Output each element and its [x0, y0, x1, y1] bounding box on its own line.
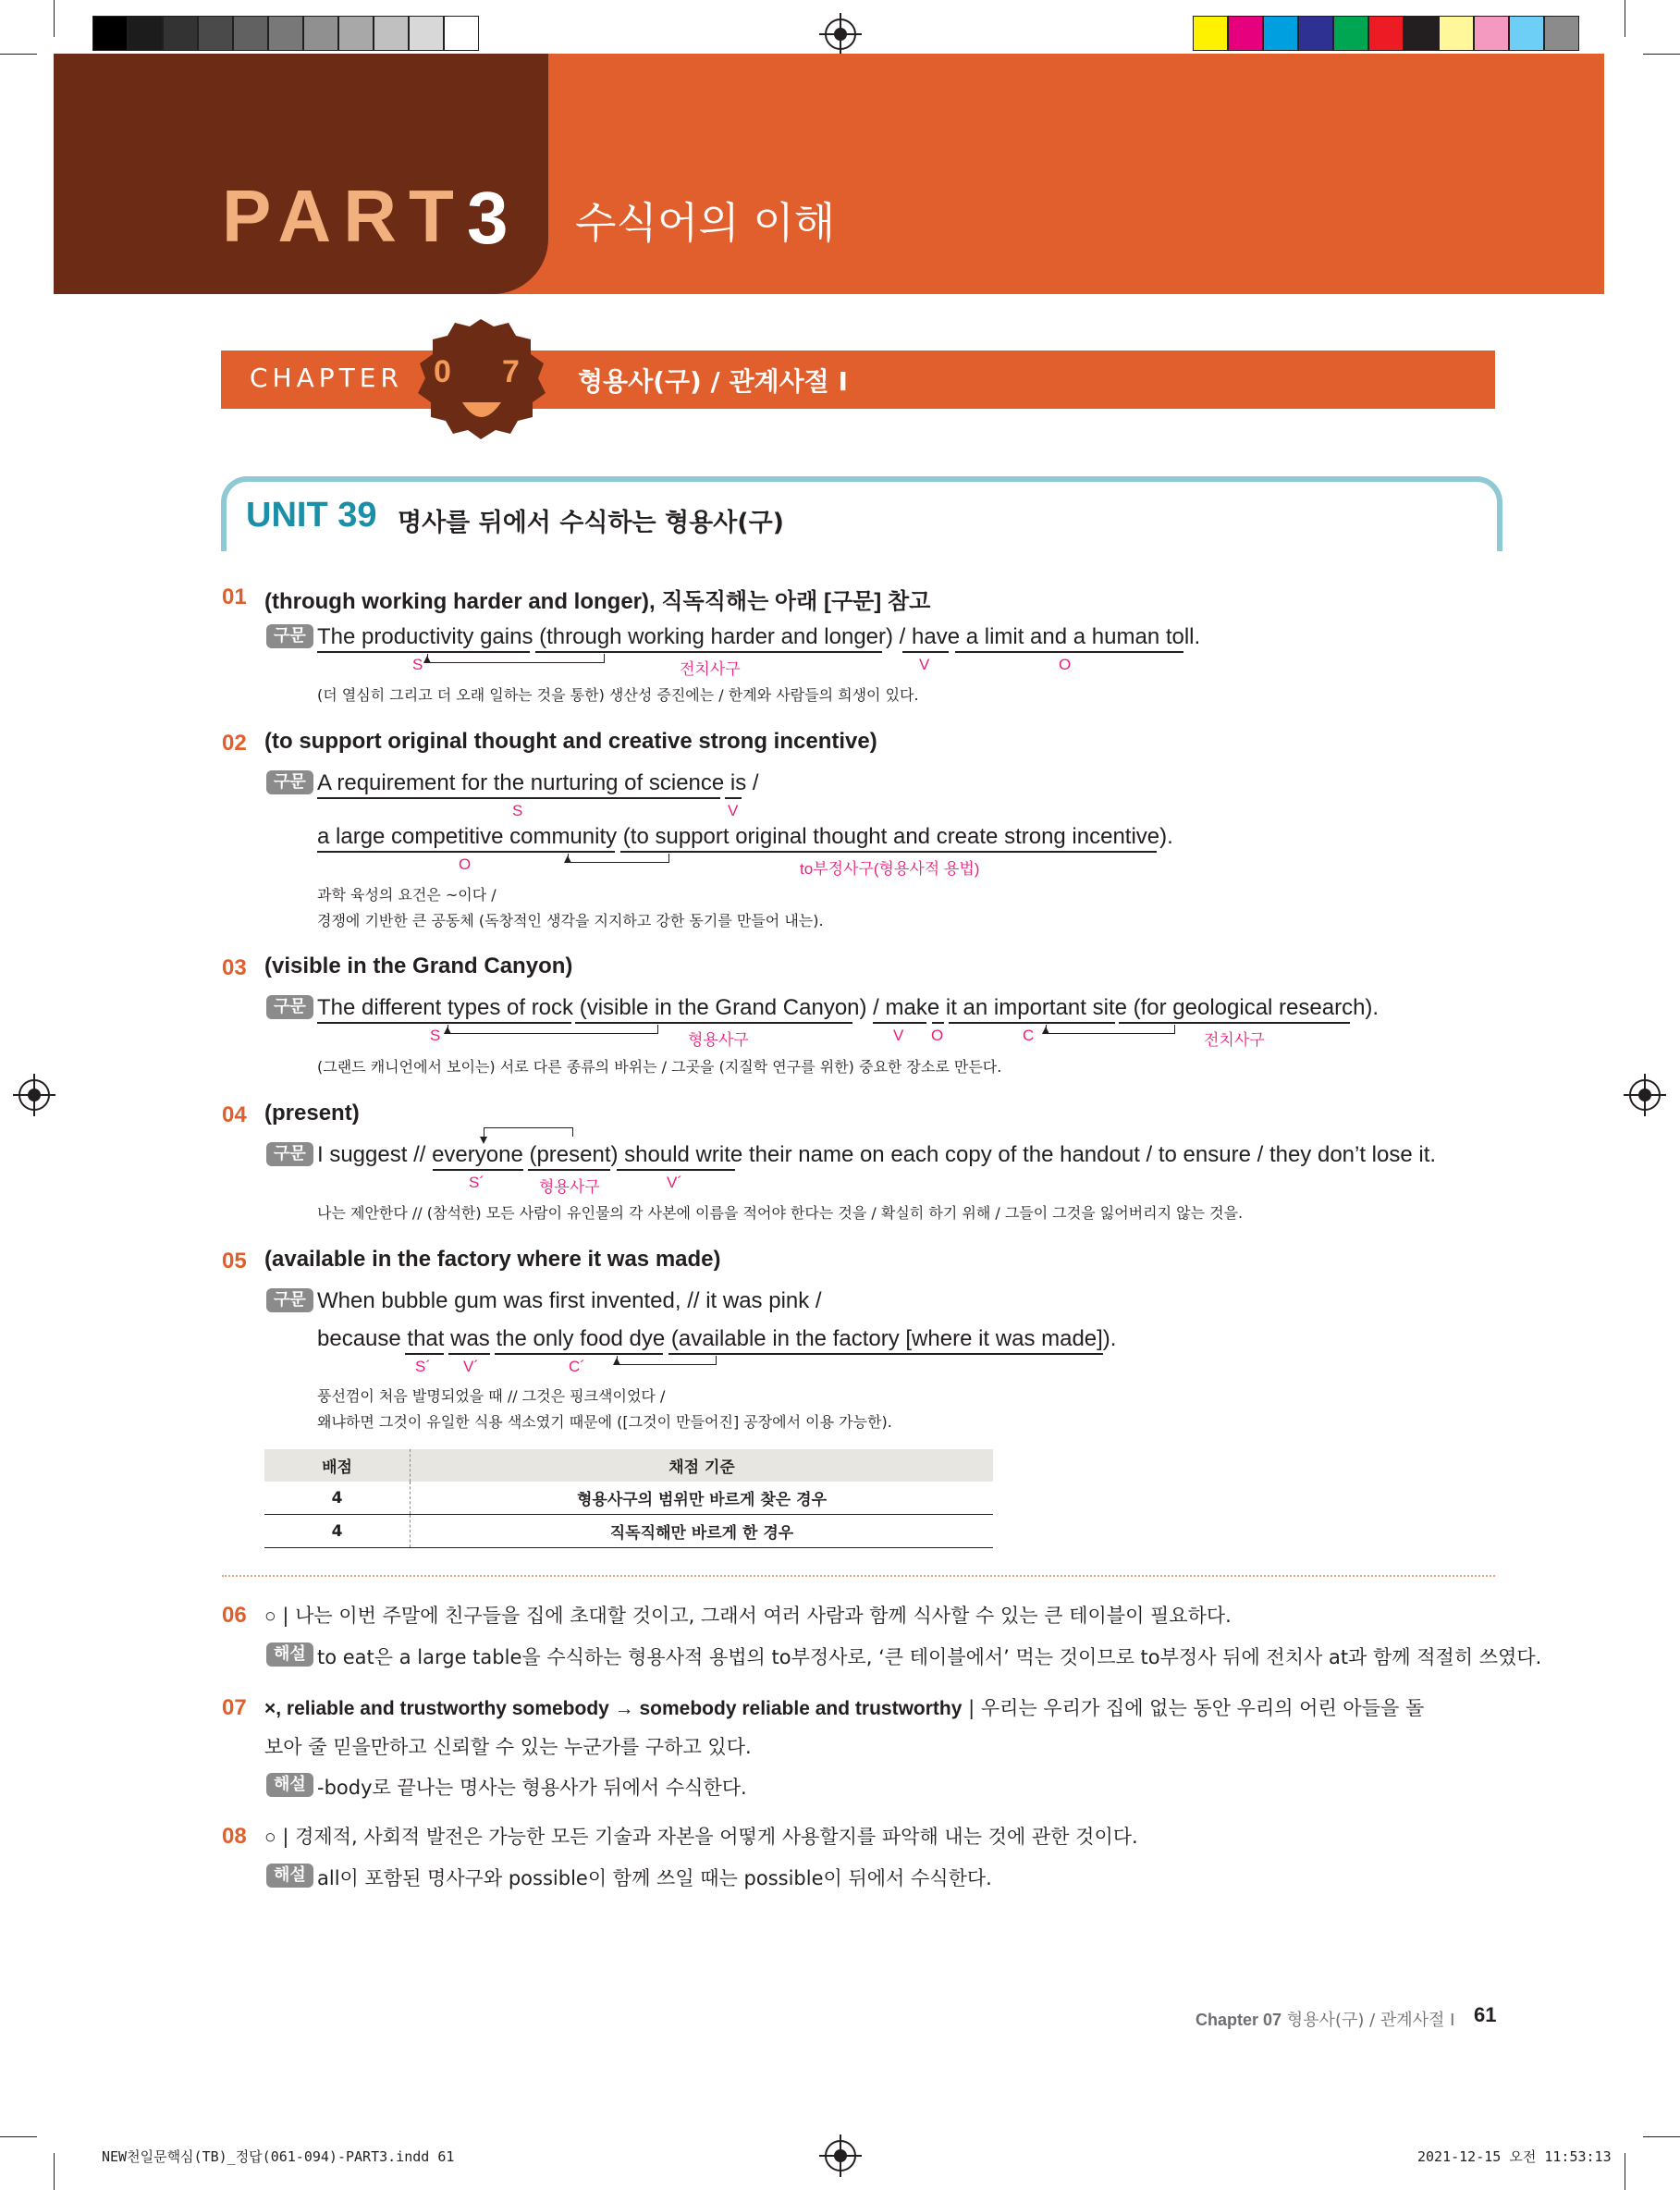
question-number: 01	[222, 584, 247, 609]
grammar-label: S´	[469, 1174, 484, 1191]
crop-mark	[1643, 2136, 1680, 2137]
grammar-label: C´	[569, 1358, 585, 1375]
arrow-icon	[1042, 1027, 1049, 1034]
underline	[495, 1353, 663, 1355]
underline	[535, 651, 882, 653]
color-swatch	[1263, 16, 1298, 51]
table-cell: 4	[264, 1515, 411, 1548]
color-swatch	[198, 16, 233, 51]
color-swatch	[1228, 16, 1263, 51]
part-number: 3	[467, 177, 509, 259]
grammar-label: 전치사구	[1204, 1031, 1265, 1049]
answer-translation-cont: 보아 줄 믿을만하고 신뢰할 수 있는 누군가를 구하고 있다.	[264, 1736, 752, 1758]
color-swatch	[1298, 16, 1333, 51]
color-swatch	[1439, 16, 1474, 51]
page-number: 61	[1474, 2003, 1497, 2026]
table-cell: 4	[264, 1482, 411, 1515]
arrow-icon	[613, 1358, 620, 1365]
syntax-tag: 구문	[266, 1288, 313, 1312]
syntax-sentence: The different types of rock (visible in the Grand Canyon) / make it an important site (for geological research).	[317, 995, 1380, 1020]
underline	[317, 851, 615, 853]
grammar-label: V´	[463, 1358, 479, 1375]
explanation-tag: 해설	[266, 1773, 313, 1797]
translation: 경쟁에 기반한 큰 공동체 (독창적인 생각을 지지하고 강한 동기를 만들어 내는).	[317, 912, 824, 929]
crop-mark	[54, 0, 55, 37]
section-divider	[222, 1575, 1495, 1577]
answer-translation: | 우리는 우리가 집에 없는 동안 우리의 어린 아들을 돌	[968, 1697, 1425, 1719]
underline	[668, 1353, 1103, 1355]
table-row	[264, 1515, 993, 1548]
grammar-label: S	[512, 802, 523, 819]
translation: 왜냐하면 그것이 유일한 식용 색소였기 때문에 ([그것이 만들어진] 공장에서 이용 가능한).	[317, 1413, 892, 1431]
color-swatch	[444, 16, 479, 51]
underline	[873, 1022, 926, 1024]
table-header: 배점	[264, 1449, 411, 1482]
underline	[317, 651, 530, 653]
grammar-label: V	[893, 1027, 904, 1044]
answer-line	[264, 1693, 1424, 1721]
answer-translation: | 나는 이번 주말에 친구들을 집에 초대할 것이고, 그래서 여러 사람과 함께 식사할 수 있는 큰 테이블이 필요하다.	[282, 1605, 1232, 1627]
color-swatch	[128, 16, 163, 51]
grammar-label: 형용사구	[688, 1031, 749, 1049]
translation: 나는 제안한다 // (참석한) 모든 사람이 유인물의 각 사본에 이름을 적어야 한다는 것을 / 확실히 하기 위해 / 그들이 그것을 잃어버리지 않는 것을.	[317, 1204, 1244, 1222]
question-answer: (to support original thought and creative strong incentive)	[264, 729, 877, 754]
question-number: 06	[222, 1603, 247, 1628]
underline	[932, 1022, 944, 1024]
underline	[725, 797, 742, 799]
table-row	[264, 1482, 993, 1515]
registration-mark-icon	[825, 18, 856, 50]
grammar-label: V´	[667, 1174, 682, 1191]
color-swatch	[1404, 16, 1439, 51]
color-swatch	[338, 16, 374, 51]
scoring-table	[264, 1449, 993, 1548]
question-number: 08	[222, 1824, 247, 1849]
unit-subtitle: 명사를 뒤에서 수식하는 형용사(구)	[398, 509, 785, 537]
translation: 풍선껌이 처음 발명되었을 때 // 그것은 핑크색이었다 /	[317, 1387, 666, 1405]
slug-file: NEW천일문핵심(TB)_정답(061-094)-PART3.indd 61	[102, 2148, 455, 2165]
chapter-label: CHAPTER	[250, 363, 403, 393]
syntax-sentence: When bubble gum was first invented, // it was pink /	[317, 1288, 822, 1313]
chapter-digit-7: 7	[502, 354, 520, 389]
question-number: 05	[222, 1249, 247, 1273]
chapter-bar	[221, 351, 1495, 409]
slug-date: 2021-12-15 오전 11:53:13	[1417, 2148, 1612, 2165]
color-swatch	[303, 16, 338, 51]
modifier-bracket	[568, 854, 669, 863]
explanation: all이 포함된 명사구와 possible이 함께 쓰일 때는 possible이 뒤에서 수식한다.	[317, 1867, 992, 1889]
crop-mark	[1643, 54, 1680, 55]
arrow-icon	[564, 855, 571, 863]
registration-mark-icon	[825, 2140, 856, 2172]
underline	[949, 1022, 1115, 1024]
grammar-label: V	[919, 656, 930, 673]
question-answer: (through working harder and longer), 직독직해는 아래 [구문] 참고	[264, 589, 931, 614]
explanation-tag: 해설	[266, 1864, 313, 1888]
underline	[1119, 1022, 1350, 1024]
question-answer: (present)	[264, 1101, 360, 1126]
color-swatch	[1333, 16, 1368, 51]
syntax-tag: 구문	[266, 770, 313, 794]
explanation: -body로 끝나는 명사는 형용사가 뒤에서 수식한다.	[317, 1777, 747, 1799]
modifier-bracket	[1046, 1025, 1175, 1034]
underline	[528, 1169, 610, 1171]
arrow-icon	[444, 1027, 451, 1034]
color-swatch	[268, 16, 303, 51]
crop-mark	[0, 54, 37, 55]
table-cell: 형용사구의 범위만 바르게 찾은 경우	[411, 1482, 994, 1515]
crop-mark	[54, 2153, 55, 2190]
color-swatch	[163, 16, 198, 51]
answer-mark: ○	[264, 1606, 276, 1627]
registration-mark-icon	[1629, 1079, 1661, 1111]
grammar-label: S	[430, 1027, 441, 1044]
underline	[617, 1169, 735, 1171]
question-number: 02	[222, 731, 247, 756]
underline	[902, 651, 949, 653]
footer-chapter-title: 형용사(구) / 관계사절 Ⅰ	[1286, 2011, 1455, 2030]
grammar-label: 형용사구	[539, 1178, 600, 1196]
arrow-icon	[423, 656, 431, 663]
grammar-label: 전치사구	[680, 660, 741, 678]
answer-mark: ×, reliable and trustworthy somebody → somebody reliable and trustworthy	[264, 1698, 963, 1719]
color-swatch	[374, 16, 409, 51]
translation: (그랜드 캐니언에서 보이는) 서로 다른 종류의 바위는 / 그곳을 (지질학 연구를 위한) 중요한 장소로 만든다.	[317, 1058, 1002, 1076]
grammar-label: C	[1023, 1027, 1035, 1044]
modifier-bracket	[484, 1127, 573, 1137]
underline	[575, 1022, 852, 1024]
question-answer: (available in the factory where it was made)	[264, 1247, 721, 1272]
underline	[405, 1353, 444, 1355]
answer-mark: ○	[264, 1827, 276, 1848]
syntax-tag: 구문	[266, 995, 313, 1019]
syntax-sentence: a large competitive community (to support original thought and create strong incentive).	[317, 824, 1173, 849]
color-swatch	[1368, 16, 1404, 51]
syntax-tag: 구문	[266, 1142, 313, 1166]
grammar-label: V	[728, 802, 739, 819]
underline	[955, 651, 1183, 653]
color-swatch	[1544, 16, 1579, 51]
modifier-bracket	[448, 1025, 658, 1034]
translation: (더 열심히 그리고 더 오래 일하는 것을 통한) 생산성 증진에는 / 한계와 사람들의 희생이 있다.	[317, 686, 919, 704]
translation: 과학 육성의 요건은 ~이다 /	[317, 886, 497, 904]
explanation-tag: 해설	[266, 1642, 313, 1667]
unit-title: UNIT 39	[246, 496, 377, 535]
grammar-label: O	[1059, 656, 1072, 673]
grammar-label: S	[412, 656, 423, 673]
syntax-sentence: I suggest // everyone (present) should write their name on each copy of the handout / to ensure / they don’t lose it.	[317, 1142, 1437, 1167]
underline	[448, 1353, 490, 1355]
question-answer: (visible in the Grand Canyon)	[264, 954, 573, 978]
underline	[317, 797, 720, 799]
grammar-label: O	[459, 855, 472, 873]
table-header-row	[264, 1449, 993, 1482]
table-cell: 직독직해만 바르게 한 경우	[411, 1515, 994, 1548]
crop-mark	[0, 2136, 37, 2137]
question-number: 03	[222, 955, 247, 980]
color-swatch	[409, 16, 444, 51]
question-number: 04	[222, 1102, 247, 1127]
registration-mark-icon	[18, 1079, 50, 1111]
syntax-sentence: A requirement for the nurturing of science is /	[317, 770, 759, 795]
running-footer	[1196, 2007, 1454, 2031]
color-swatch	[1474, 16, 1509, 51]
modifier-bracket	[617, 1356, 717, 1365]
grammar-label: S´	[415, 1358, 431, 1375]
underline	[620, 851, 1157, 853]
question-number: 07	[222, 1695, 247, 1720]
color-swatch	[1193, 16, 1228, 51]
table-header: 채점 기준	[411, 1449, 994, 1482]
color-swatch	[233, 16, 268, 51]
syntax-sentence: The productivity gains (through working harder and longer) / have a limit and a human toll.	[317, 624, 1201, 649]
answer-line	[264, 1601, 1232, 1629]
explanation: to eat은 a large table을 수식하는 형용사적 용법의 to부정사로, ‘큰 테이블에서’ 먹는 것이므로 to부정사 뒤에 전치사 at과 함께 적절히 쓰였다.	[317, 1646, 1542, 1668]
answer-translation: | 경제적, 사회적 발전은 가능한 모든 기술과 자본을 어떻게 사용할지를 파악해 내는 것에 관한 것이다.	[282, 1826, 1138, 1848]
part-label: PART	[222, 175, 466, 257]
underline	[433, 1169, 523, 1171]
chapter-digit-0: 0	[434, 354, 451, 389]
syntax-sentence: because that was the only food dye (available in the factory [where it was made]).	[317, 1326, 1117, 1351]
footer-chapter: Chapter 07	[1196, 2011, 1282, 2029]
part-title: 수식어의 이해	[575, 198, 836, 248]
grammar-label: to부정사구(형용사적 용법)	[800, 860, 980, 878]
answer-line	[264, 1822, 1138, 1850]
color-swatch	[1509, 16, 1544, 51]
grammar-label: O	[931, 1027, 944, 1044]
underline	[317, 1022, 571, 1024]
chapter-title: 형용사(구) / 관계사절 Ⅰ	[578, 366, 848, 397]
modifier-bracket	[427, 654, 605, 663]
syntax-tag: 구문	[266, 624, 313, 648]
color-swatch	[92, 16, 128, 51]
